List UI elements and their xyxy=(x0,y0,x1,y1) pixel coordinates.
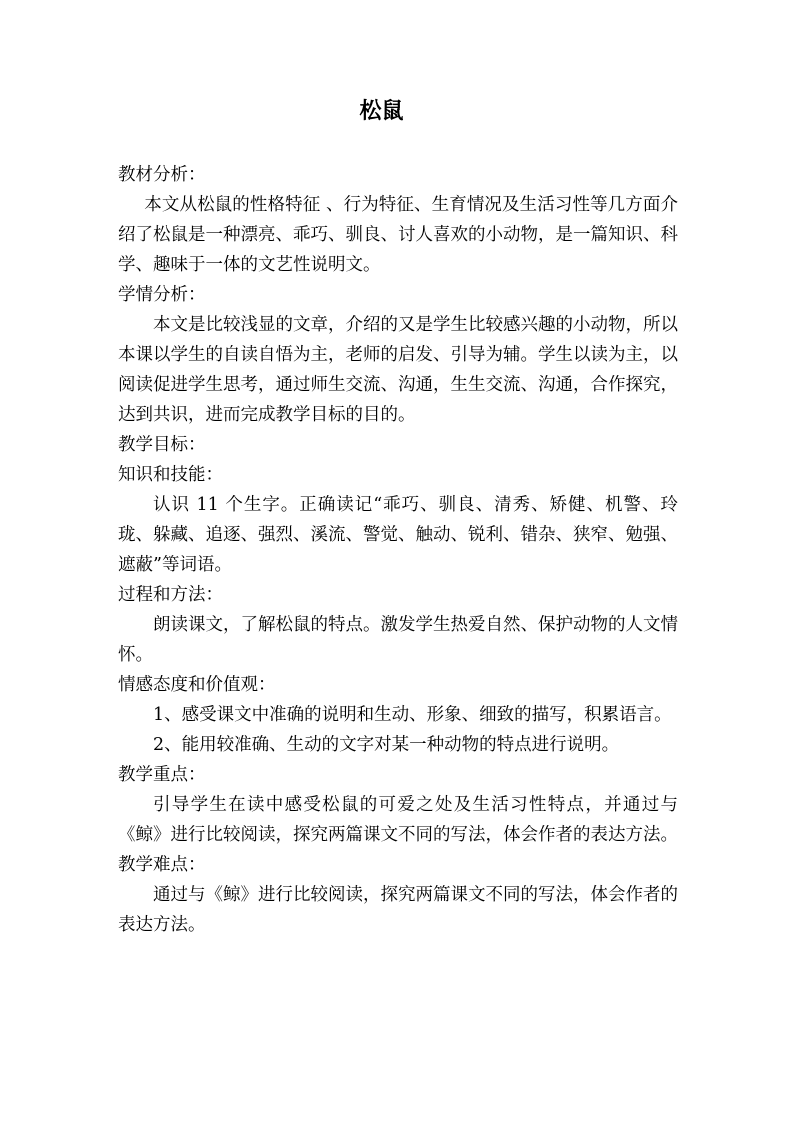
paragraph-textbook-analysis: 本文从松鼠的性格特征 、行为特征、生育情况及生活习性等几方面介绍了松鼠是一种漂亮、乖巧、驯良、讨人喜欢的小动物，是一篇知识、科学、趣味于一体的文艺性说明文。 xyxy=(118,195,678,275)
section-heading-emotion-values: 情感态度和价值观： xyxy=(118,675,276,695)
document-body xyxy=(118,160,678,940)
section-heading-process-methods: 过程和方法： xyxy=(118,585,223,605)
paragraph-emotion-values-1: 1、感受课文中准确的说明和生动、形象、细致的描写，积累语言。 xyxy=(153,705,672,725)
section-heading-student-analysis: 学情分析： xyxy=(118,285,206,305)
paragraph-teaching-difficulty: 通过与《鲸》进行比较阅读，探究两篇课文不同的写法，体会作者的表达方法。 xyxy=(118,885,678,935)
paragraph-teaching-focus: 引导学生在读中感受松鼠的可爱之处及生活习性特点，并通过与《鲸》进行比较阅读，探究两篇课文不同的写法，体会作者的表达方法。 xyxy=(118,795,678,845)
paragraph-process-methods: 朗读课文，了解松鼠的特点。激发学生热爱自然、保护动物的人文情怀。 xyxy=(118,615,678,665)
paragraph-student-analysis: 本文是比较浅显的文章，介绍的又是学生比较感兴趣的小动物，所以本课以学生的自读自悟为主，老师的启发、引导为辅。学生以读为主，以阅读促进学生思考，通过师生交流、沟通，生生交流、沟通，合作探究，达到共识，进而完成教学目标的目的。 xyxy=(118,315,678,425)
document-title: 松鼠 xyxy=(359,99,404,124)
paragraph-emotion-values-2: 2、能用较准确、生动的文字对某一种动物的特点进行说明。 xyxy=(153,735,620,755)
section-heading-knowledge-skills: 知识和技能： xyxy=(118,465,223,485)
section-heading-textbook-analysis: 教材分析： xyxy=(118,165,206,185)
section-heading-teaching-objectives: 教学目标： xyxy=(118,435,206,455)
section-heading-teaching-difficulty: 教学难点： xyxy=(118,855,206,875)
section-heading-teaching-focus: 教学重点： xyxy=(118,765,206,785)
paragraph-knowledge-skills: 认识 11 个生字。正确读记“乖巧、驯良、清秀、矫健、机警、玲珑、躲藏、追逐、强烈、溪流、警觉、触动、锐利、错杂、狭窄、勉强、遮蔽”等词语。 xyxy=(118,495,678,575)
